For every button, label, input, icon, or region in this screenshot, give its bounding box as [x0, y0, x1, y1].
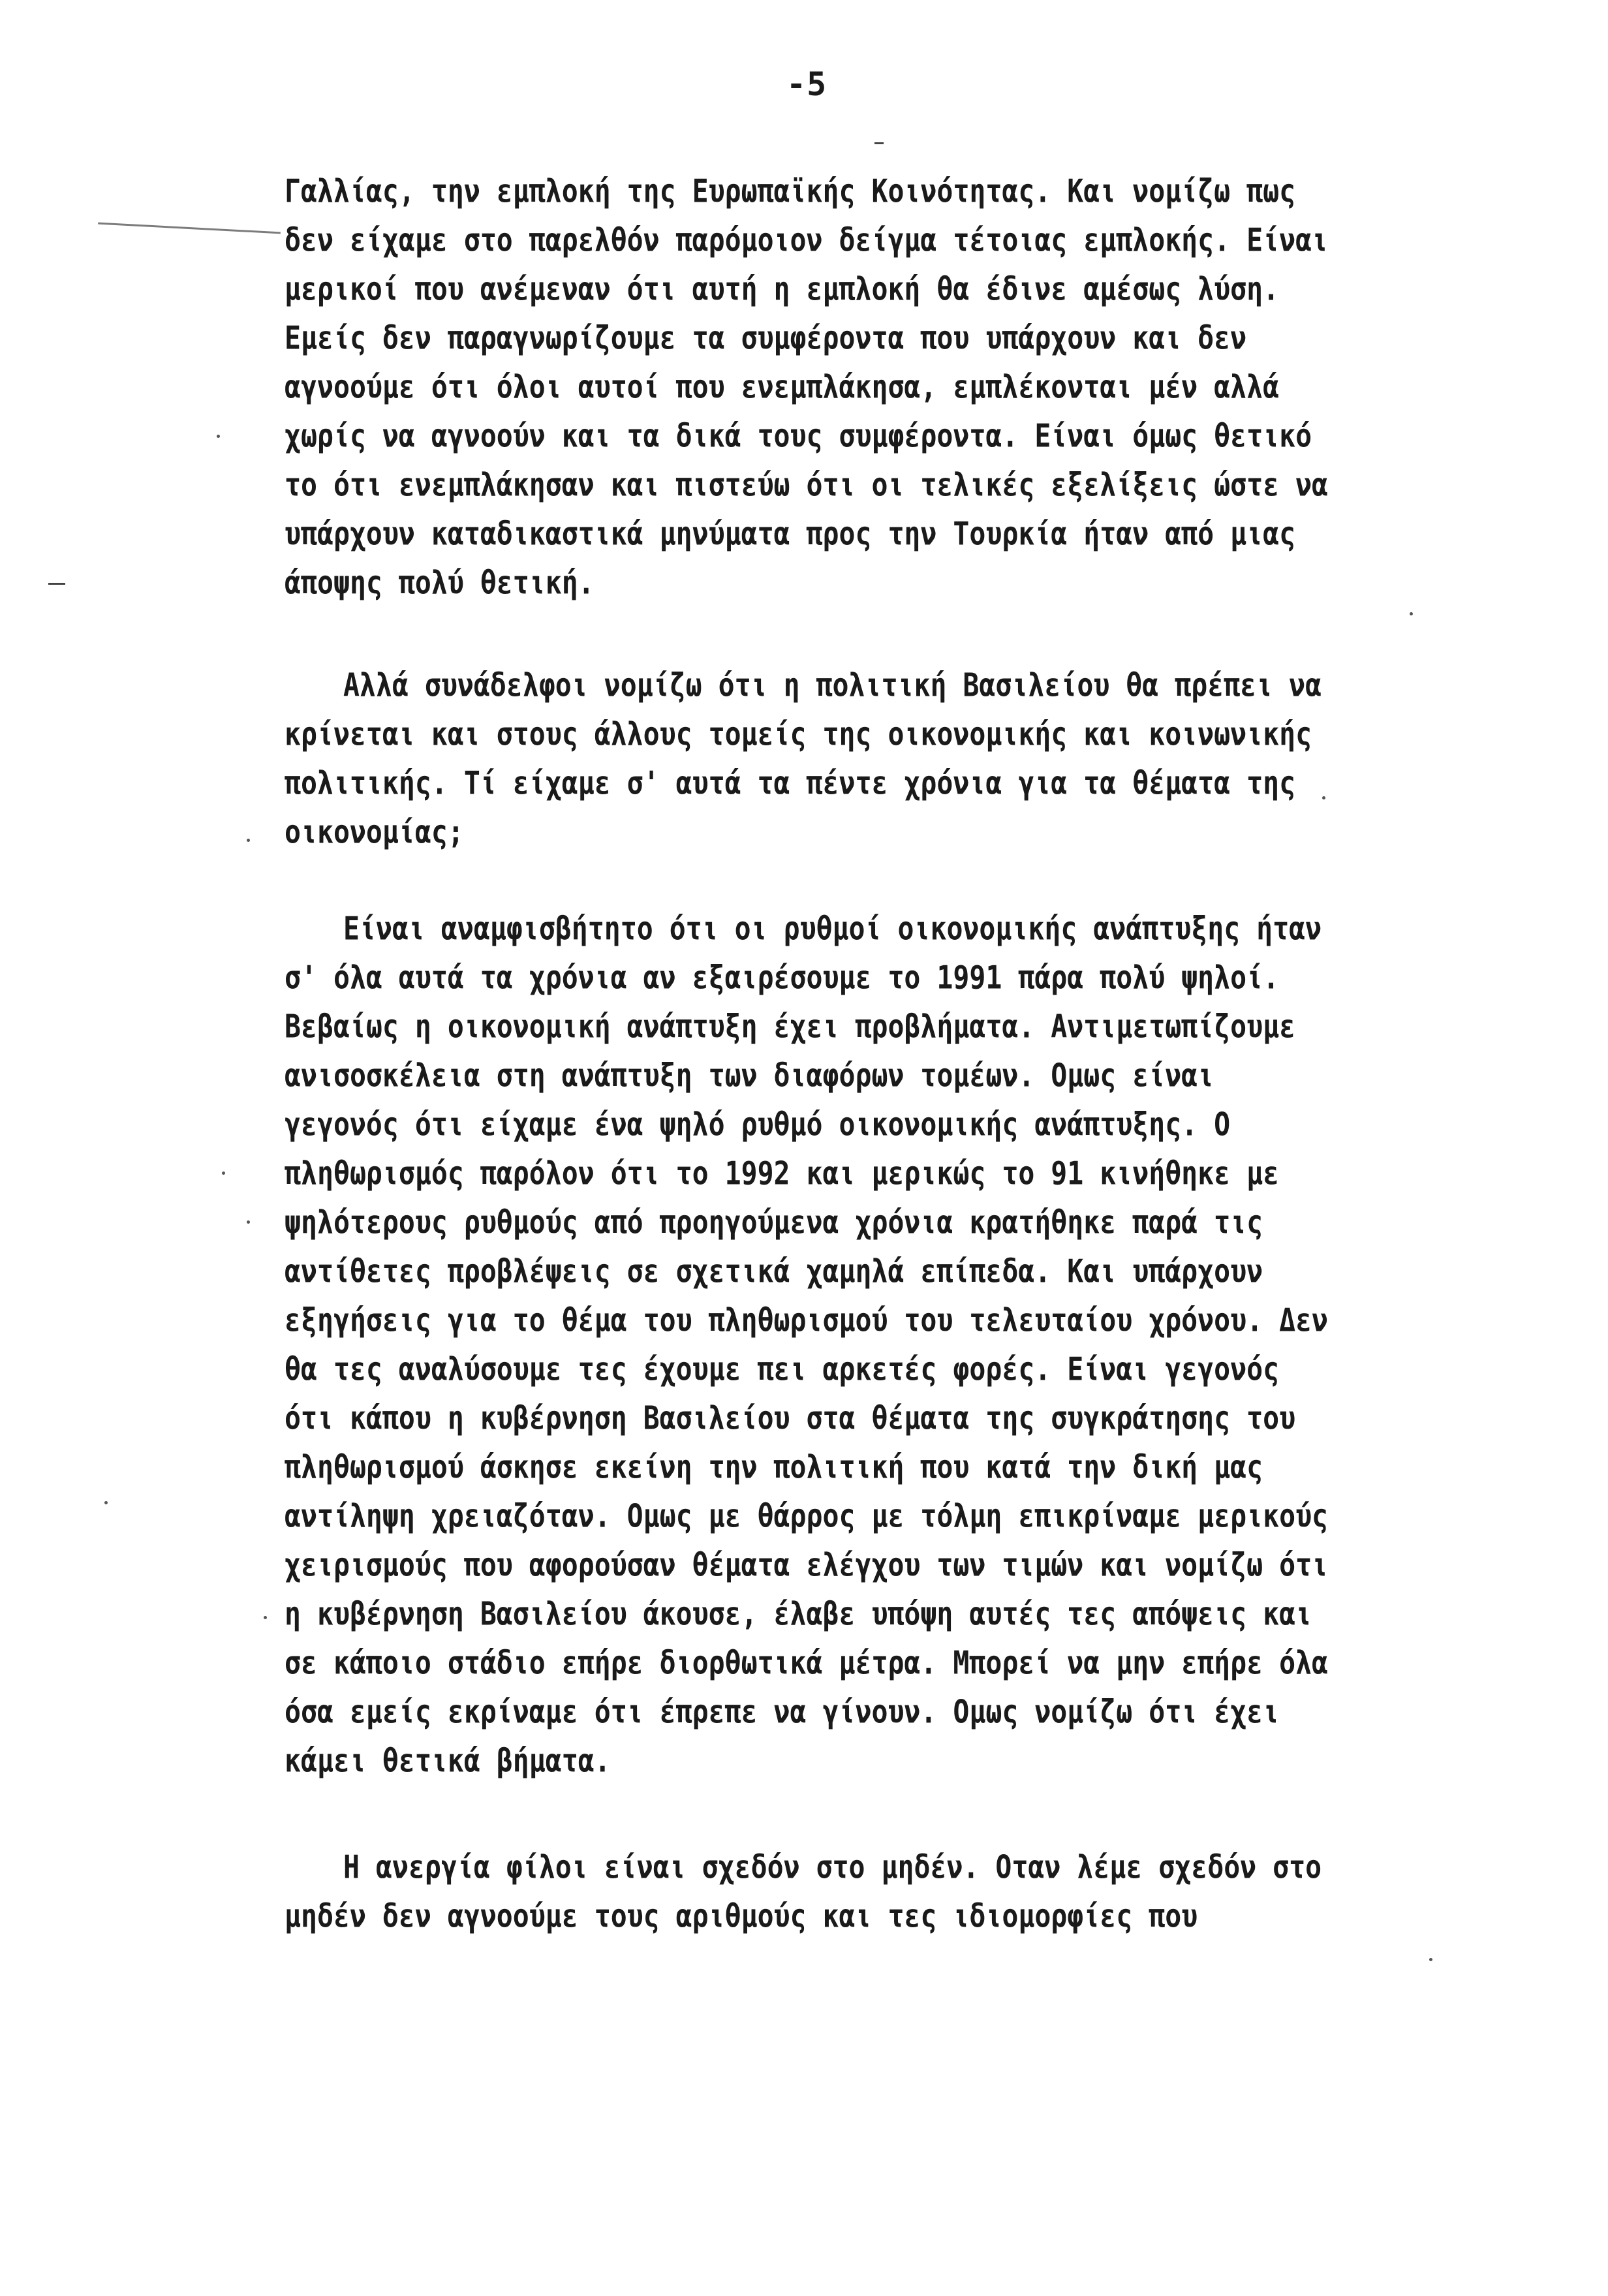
text-line: Αλλά συνάδελφοι νομίζω ότι η πολιτική Βασιλείου θα πρέπει να: [343, 666, 1322, 704]
paragraph-1: [285, 166, 1355, 607]
text-line: Είναι αναμφισβήτητο ότι οι ρυθμοί οικονομικής ανάπτυξης ήταν: [343, 909, 1322, 948]
text-line: κρίνεται και στους άλλους τομείς της οικονομικής και κοινωνικής: [285, 715, 1312, 753]
text-line: πληθωρισμός παρόλον ότι το 1992 και μερικώς το 91 κινήθηκε με: [285, 1154, 1280, 1192]
scan-streak: [98, 223, 281, 234]
text-line: Εμείς δεν παραγνωρίζουμε τα συμφέροντα που υπάρχουν και δεν: [285, 318, 1247, 357]
text-line: εξηγήσεις για το θέμα του πληθωρισμού του τελευταίου χρόνου. Δεν: [285, 1301, 1329, 1339]
speck: [217, 435, 220, 438]
speck: [264, 1616, 267, 1619]
paragraph-3: [285, 904, 1355, 1785]
text-line: Γαλλίας, την εμπλοκή της Ευρωπαϊκής Κοινότητας. Και νομίζω πως: [285, 172, 1296, 210]
text-line: σ' όλα αυτά τα χρόνια αν εξαιρέσουμε το 1991 πάρα πολύ ψηλοί.: [285, 958, 1280, 997]
paragraph-4: [285, 1842, 1355, 1940]
text-line: ψηλότερους ρυθμούς από προηγούμενα χρόνια κρατήθηκε παρά τις: [285, 1203, 1263, 1241]
page-number: -5: [786, 65, 827, 103]
text-line: το ότι ενεμπλάκησαν και πιστεύω ότι οι τελικές εξελίξεις ώστε να: [285, 465, 1329, 504]
text-line: αντίληψη χρειαζόταν. Ομως με θάρρος με τόλμη επικρίναμε μερικούς: [285, 1497, 1329, 1535]
text-line: κάμει θετικά βήματα.: [285, 1741, 611, 1780]
text-line: σε κάποιο στάδιο επήρε διορθωτικά μέτρα. Μπορεί να μην επήρε όλα: [285, 1643, 1329, 1682]
text-line: θα τες αναλύσουμε τες έχουμε πει αρκετές φορές. Είναι γεγονός: [285, 1350, 1280, 1388]
text-line: άποψης πολύ θετική.: [285, 563, 595, 602]
text-line: οικονομίας;: [285, 813, 464, 851]
text-line: μερικοί που ανέμεναν ότι αυτή η εμπλοκή θα έδινε αμέσως λύση.: [285, 270, 1280, 308]
text-line: πληθωρισμού άσκησε εκείνη την πολιτική που κατά την δική μας: [285, 1448, 1263, 1486]
text-line: χειρισμούς που αφορούσαν θέματα ελέγχου των τιμών και νομίζω ότι: [285, 1545, 1329, 1584]
text-line: ότι κάπου η κυβέρνηση Βασιλείου στα θέματα της συγκράτησης του: [285, 1399, 1296, 1437]
text-line: όσα εμείς εκρίναμε ότι έπρεπε να γίνουν. Ομως νομίζω ότι έχει: [285, 1692, 1280, 1731]
margin-dash: [48, 583, 65, 585]
top-dash: [874, 142, 884, 144]
text-line: υπάρχουν καταδικαστικά μηνύματα προς την Τουρκία ήταν από μιας: [285, 514, 1296, 553]
text-line: χωρίς να αγνοούν και τα δικά τους συμφέροντα. Είναι όμως θετικό: [285, 416, 1312, 455]
text-line: δεν είχαμε στο παρελθόν παρόμοιον δείγμα τέτοιας εμπλοκής. Είναι: [285, 221, 1329, 259]
paragraph-2: [285, 660, 1355, 856]
speck: [1429, 1958, 1432, 1961]
speck: [247, 839, 250, 842]
speck: [222, 1171, 225, 1175]
text-line: αγνοούμε ότι όλοι αυτοί που ενεμπλάκησα, εμπλέκονται μέν αλλά: [285, 367, 1280, 406]
text-line: μηδέν δεν αγνοούμε τους αριθμούς και τες ιδιομορφίες που: [285, 1897, 1198, 1935]
text-line: Βεβαίως η οικονομική ανάπτυξη έχει προβλήματα. Αντιμετωπίζουμε: [285, 1007, 1296, 1046]
text-line: πολιτικής. Τί είχαμε σ' αυτά τα πέντε χρόνια για τα θέματα της: [285, 764, 1296, 802]
speck: [1410, 612, 1413, 615]
text-line: η κυβέρνηση Βασιλείου άκουσε, έλαβε υπόψη αυτές τες απόψεις και: [285, 1594, 1312, 1633]
text-line: ανισοσκέλεια στη ανάπτυξη των διαφόρων τομέων. Ομως είναι: [285, 1056, 1214, 1094]
text-line: γεγονός ότι είχαμε ένα ψηλό ρυθμό οικονομικής ανάπτυξης. Ο: [285, 1105, 1231, 1143]
speck: [104, 1501, 108, 1504]
text-line: Η ανεργία φίλοι είναι σχεδόν στο μηδέν. Οταν λέμε σχεδόν στο: [343, 1848, 1322, 1886]
speck: [247, 1220, 250, 1224]
text-line: αντίθετες προβλέψεις σε σχετικά χαμηλά επίπεδα. Και υπάρχουν: [285, 1252, 1263, 1290]
